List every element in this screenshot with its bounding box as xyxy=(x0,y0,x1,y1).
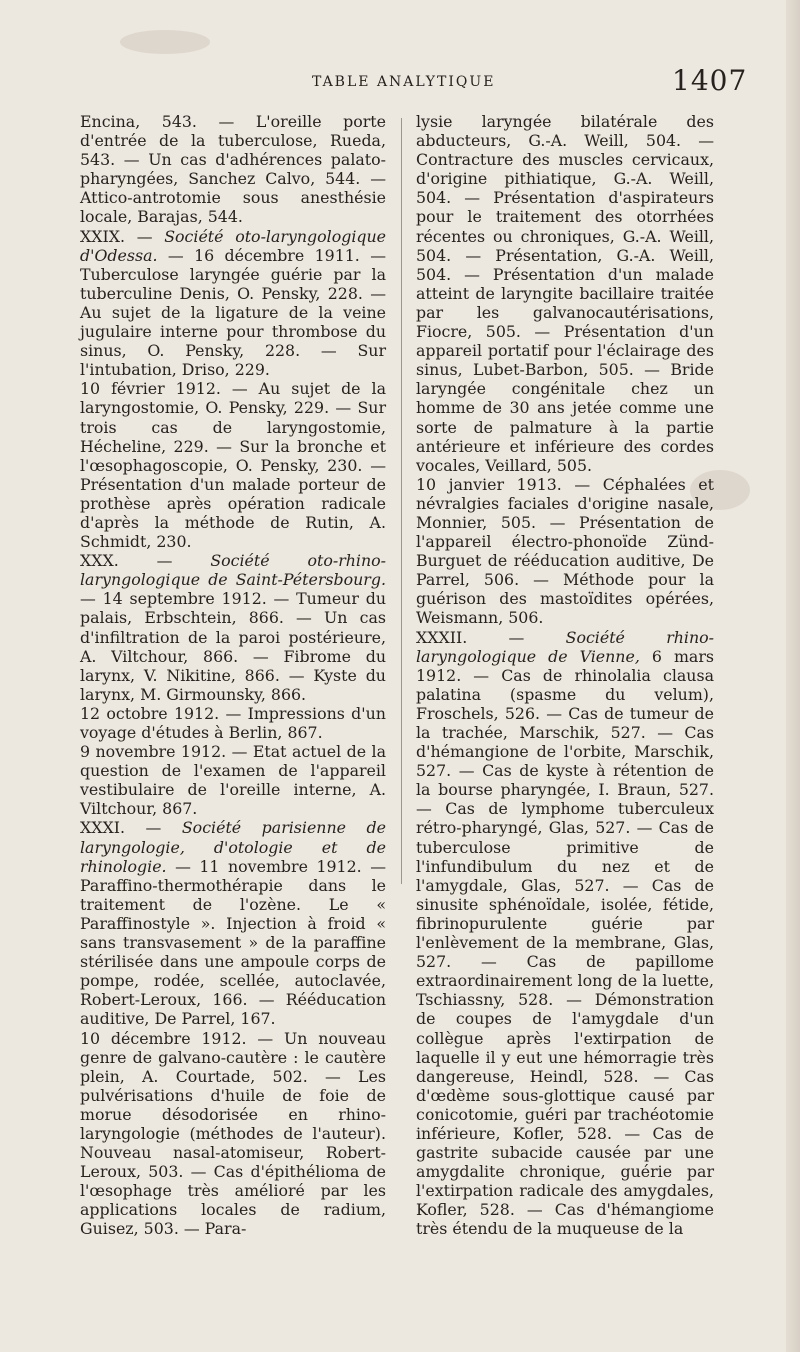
entry-paragraph: XXXII. — Société rhino-laryngologique de Vienne, 6 mars 1912. — Cas de rhinolalia clausa palatina (spasme du velum), Froschels, 526. — Cas de tumeur de la trachée, Marschik, 527. — Cas d'hémangione de l'orbite, Marschik, 527. — Cas de kyste à rétention de la bourse pharyngée, I. Braun, 527. — Cas de lymphome tuberculeux rétro-pharyngé, Glas, 527. — Cas de tuberculose primitive de l'infundibulum du nez et de l'amygdale, Glas, 527. — Cas de sinusite sphénoïdale, isolée, fétide, fibrinopurulente guérie par l'enlèvement de la membrane, Glas, 527. — Cas de papillome extraordinairement long de la luette, Tschiassny, 528. — Démonstration de coupes de l'amygdale d'un collègue après l'extirpation de laquelle il y eut une hémorragie très dangereuse, Heindl, 528. — Cas d'œdème sous-glottique causé par conicotomie, guéri par trachéotomie inférieure, Kofler, 528. — Cas de gastrite subacide causée par une amygdalite chronique, guérie par l'extirpation radicale des amygdales, Kofler, 528. — Cas d'hémangiome très étendu de la muqueuse de la xyxy=(416,627,715,1239)
entry-paragraph: 10 décembre 1912. — Un nouveau genre de galvano-cautère : le cautère plein, A. Courtade, 502. — Les pulvérisations d'huile de foie de morue désodorisée en rhino-laryngologie (méthodes de l'auteur). Nouveau nasal-atomiseur, Robert-Leroux, 503. — Cas d'épithélioma de l'œsophage très amélioré par les applications locales de radium, Guisez, 503. — Para- xyxy=(80,1028,386,1239)
entry-paragraph: Encina, 543. — L'oreille porte d'entrée de la tuberculose, Rueda, 543. — Un cas d'adhérences palato-pharyngées, Sanchez Calvo, 544. — Attico-antrotomie sous anesthésie locale, Barajas, 544. xyxy=(80,112,386,227)
entry-paragraph: 10 février 1912. — Au sujet de la laryngostomie, O. Pensky, 229. — Sur trois cas de laryngostomie, Hécheline, 229. — Sur la bronche et l'œsophagoscopie, O. Pensky, 230. — Présentation d'un malade porteur de prothèse après opération radicale d'après la méthode de Rutin, A. Schmidt, 230. xyxy=(80,379,386,552)
entry-paragraph: XXX. — Société oto-rhino-laryngologique de Saint-Pétersbourg.— 14 septembre 1912. — Tumeur du palais, Erbschtein, 866. — Un cas d'infiltration de la paroi postérieure, A. Viltchour, 866. — Fibrome du larynx, V. Nikitine, 866. — Kyste du larynx, M. Girmounsky, 866. xyxy=(80,551,386,704)
entry-paragraph: XXXI. — Société parisienne de laryngologie, d'otologie et de rhinologie. — 11 novembre 1912. — Paraffino-thermothérapie dans le traitement de l'ozène. Le « Paraffinostyle ». Injection à froid « sans transvasement » de la paraffine stérilisée dans une ampoule corps de pompe, rodée, scellée, autoclavée, Robert-Leroux, 166. — Rééducation auditive, De Parrel, 167. xyxy=(80,818,386,1029)
paper-stain xyxy=(120,30,210,54)
page-edge xyxy=(786,0,800,1352)
right-column xyxy=(416,112,714,1239)
society-name: Société rhino-laryngologique de Vienne, xyxy=(416,627,714,666)
society-name: Société oto-laryngologique d'Odessa. xyxy=(80,226,387,265)
running-header: TABLE ANALYTIQUE xyxy=(312,74,496,90)
entry-paragraph: 10 janvier 1913. — Céphalées et névralgies faciales d'origine nasale, Monnier, 505. — Présentation de l'appareil électro-phonoïde Zünd-Burguet de rééducation auditive, De Parrel, 506. — Méthode pour la guérison des mastoïdites opérées, Weismann, 506. xyxy=(416,474,714,628)
entry-paragraph: 9 novembre 1912. — Etat actuel de la question de l'examen de l'appareil vestibulaire de l'oreille interne, A. Viltchour, 867. xyxy=(80,742,386,819)
society-name: Société parisienne de laryngologie, d'otologie et de rhinologie. xyxy=(80,818,386,876)
entry-paragraph: XXIX. — Société oto-laryngologique d'Odessa. — 16 décembre 1911. — Tuberculose laryngée guérie par la tuberculine Denis, O. Pensky, 228. — Au sujet de la ligature de la veine jugulaire interne pour thrombose du sinus, O. Pensky, 228. — Sur l'intubation, Driso, 229. xyxy=(80,226,387,380)
page-number: 1407 xyxy=(672,64,748,97)
entry-paragraph: 12 octobre 1912. — Impressions d'un voyage d'études à Berlin, 867. xyxy=(80,703,386,742)
left-column xyxy=(80,112,386,1239)
column-divider xyxy=(401,118,402,884)
society-name: Société oto-rhino-laryngologique de Saint-Pétersbourg. xyxy=(80,551,386,590)
entry-paragraph: lysie laryngée bilatérale des abducteurs, G.-A. Weill, 504. — Contracture des muscles cervicaux, d'origine pithiatique, G.-A. Weill, 504. — Présentation d'aspirateurs pour le traitement des otorrhées récentes ou chroniques, G.-A. Weill, 504. — Présentation, G.-A. Weill, 504. — Présentation d'un malade atteint de laryngite bacillaire traitée par les galvanocautérisations, Fiocre, 505. — Présentation d'un appareil portatif pour l'éclairage des sinus, Lubet-Barbon, 505. — Bride laryngée congénitale chez un homme de 30 ans jetée comme une sorte de palmature à la partie antérieure et inférieure des cordes vocales, Veillard, 505. xyxy=(416,112,714,475)
